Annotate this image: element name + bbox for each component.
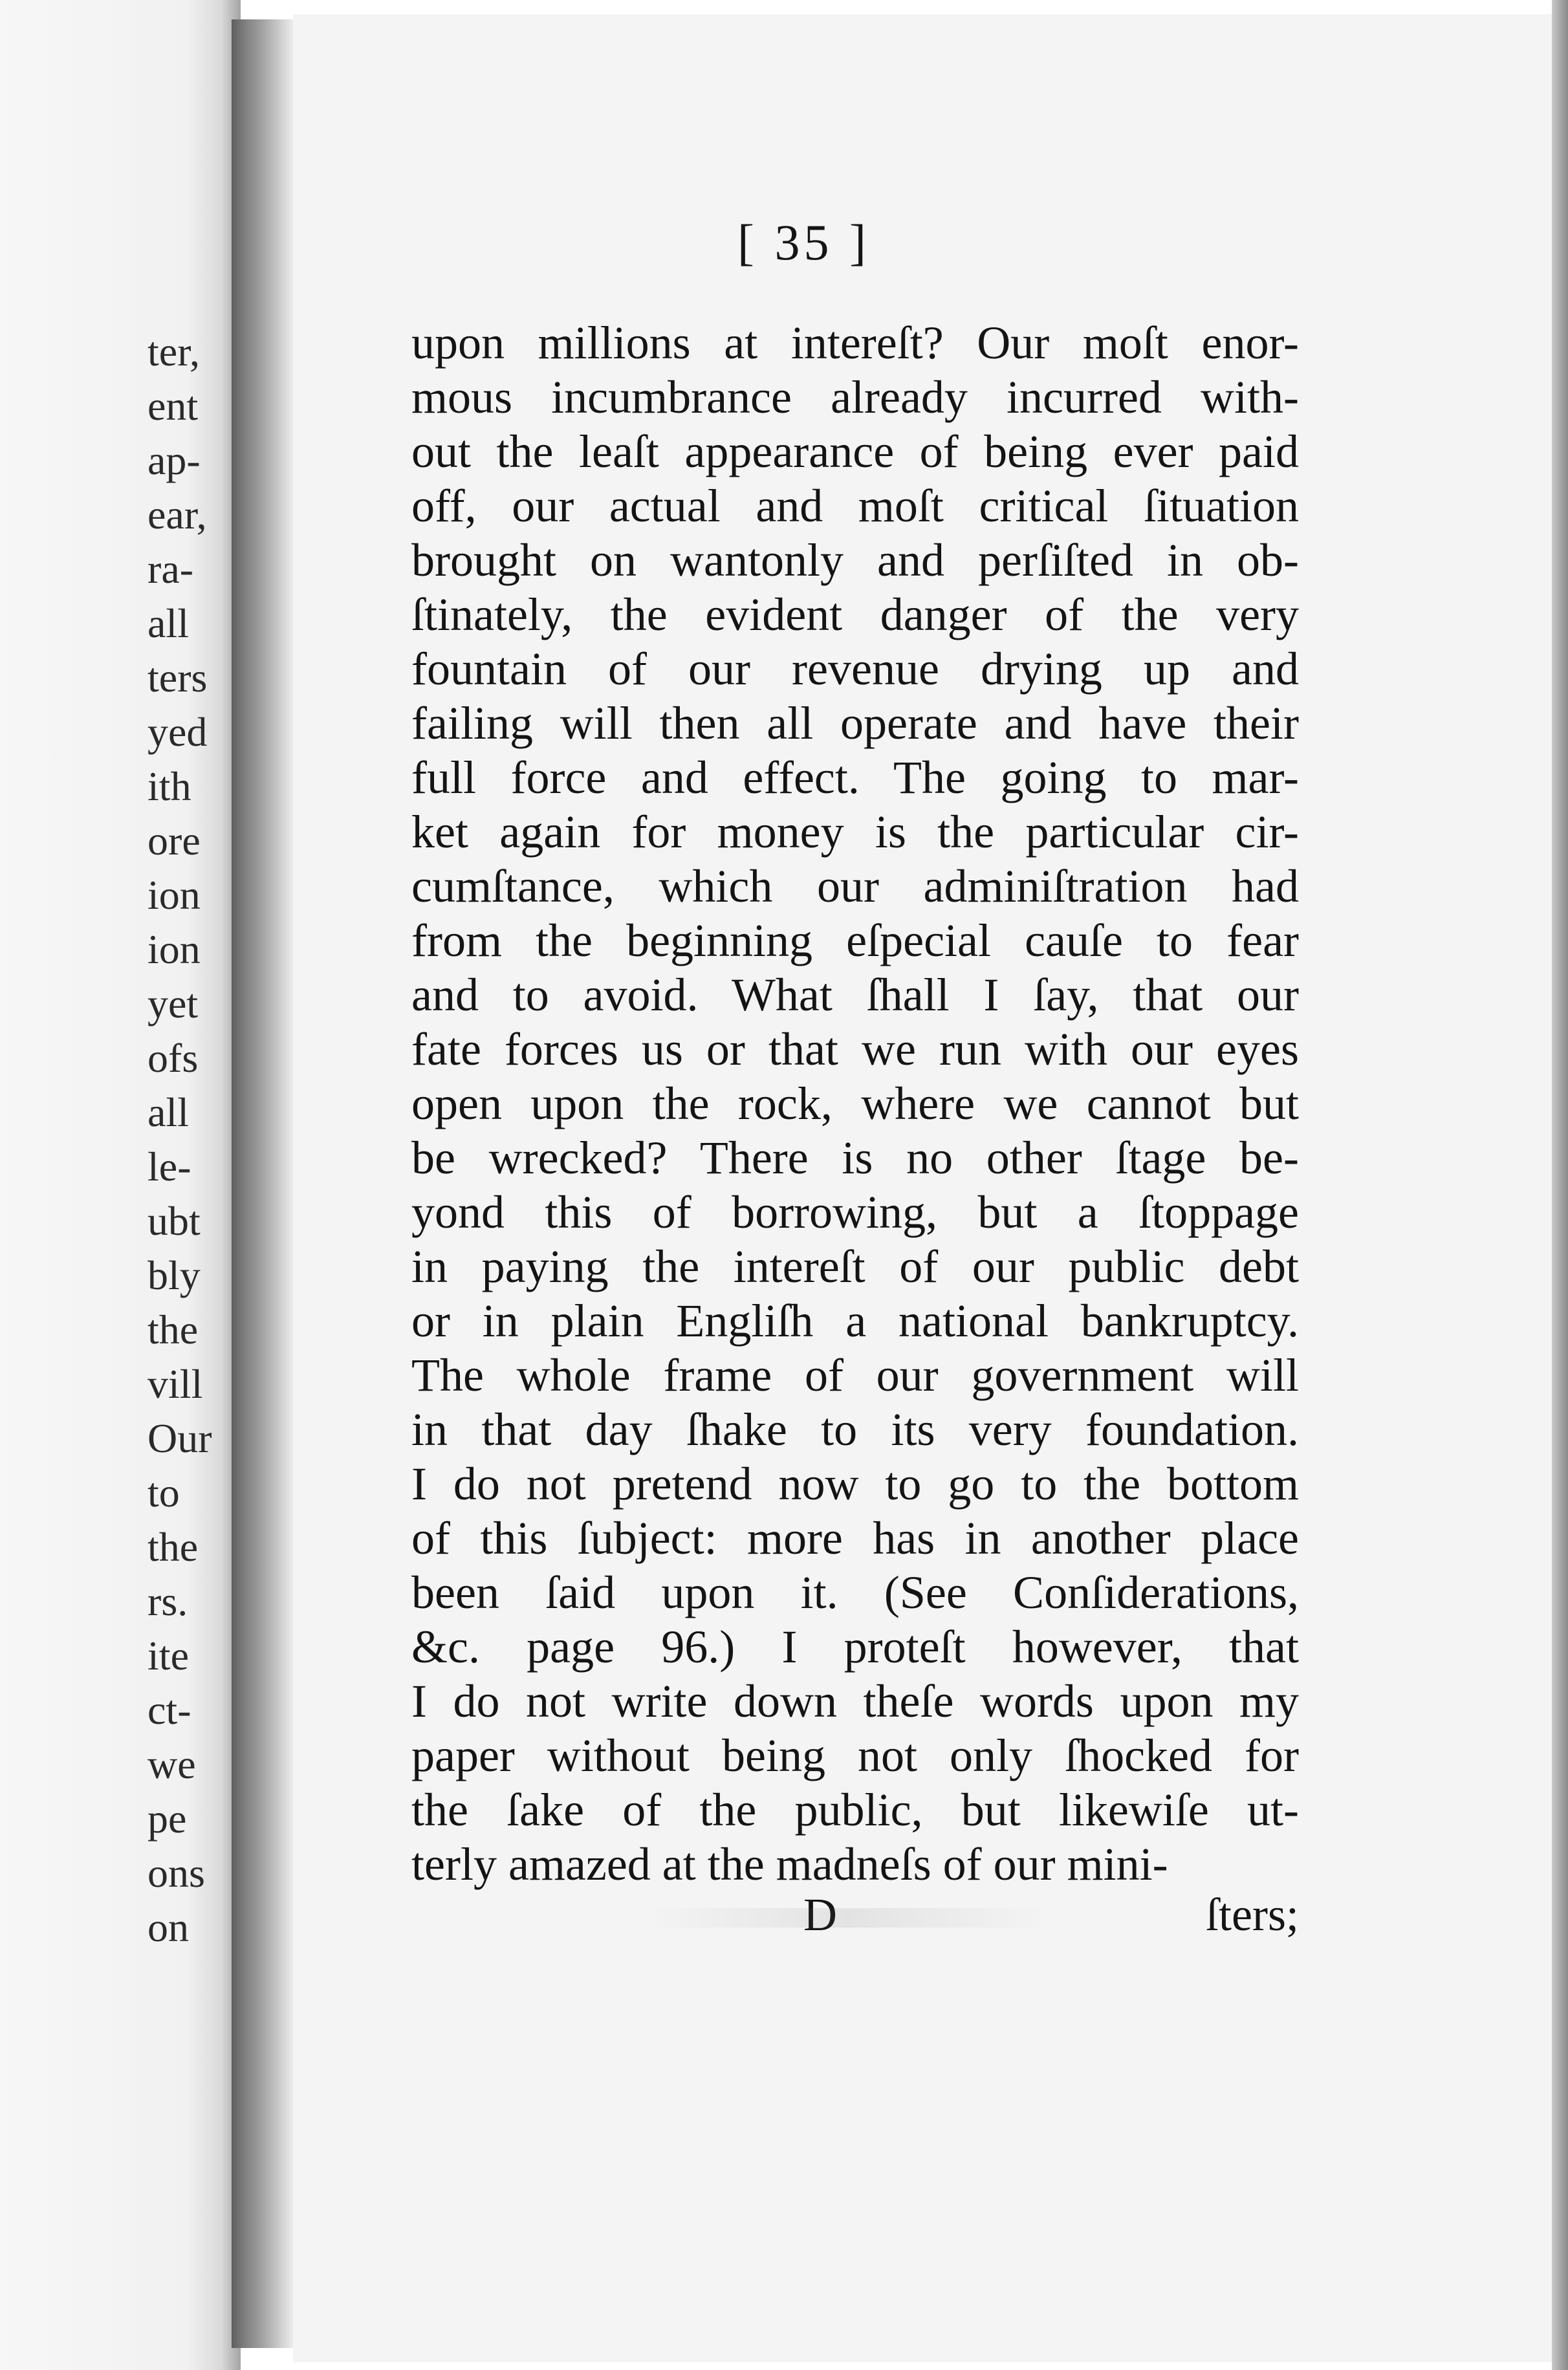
body-line: brought on wantonly and perſiſted in ob- bbox=[411, 534, 1299, 586]
body-line: paper without being not only ſhocked for bbox=[411, 1730, 1299, 1781]
body-line: &c. page 96.) I proteſt however, that bbox=[411, 1621, 1299, 1673]
body-line: failing will then all operate and have their bbox=[411, 697, 1299, 749]
catchword: ſters; bbox=[1206, 1889, 1299, 1941]
body-line: off, our actual and moſt critical ſituation bbox=[411, 480, 1299, 532]
body-line: or in plain Engliſh a national bankruptcy. bbox=[411, 1295, 1299, 1347]
body-line: I do not pretend now to go to the bottom bbox=[411, 1458, 1299, 1510]
body-line: The whole frame of our government will bbox=[411, 1349, 1299, 1401]
body-line: in that day ſhake to its very foundation. bbox=[411, 1404, 1299, 1455]
right-page-edge bbox=[1552, 0, 1568, 2370]
body-line: the ſake of the public, but likewiſe ut- bbox=[411, 1784, 1299, 1836]
body-line: fountain of our revenue drying up and bbox=[411, 643, 1299, 695]
body-line: from the beginning eſpecial cauſe to fear bbox=[411, 915, 1299, 966]
body-line: of this ſubject: more has in another place bbox=[411, 1512, 1299, 1564]
body-line: terly amazed at the madneſs of our mini- bbox=[411, 1838, 1168, 1890]
left-page-text-fragments: ter, ent ap- ear, ra- all ters yed ith ore ion ion yet ofs all le- ubt bly the vill Our to the rs. ite ct- we pe ons on bbox=[147, 329, 212, 1950]
left-page bbox=[0, 0, 241, 2370]
body-line: fate forces us or that we run with our eyes bbox=[411, 1023, 1299, 1075]
body-line: be wrecked? There is no other ſtage be- bbox=[411, 1132, 1299, 1184]
body-line: full force and effect. The going to mar- bbox=[411, 752, 1299, 803]
body-line: been ſaid upon it. (See Conſiderations, bbox=[411, 1567, 1299, 1618]
body-line: upon millions at intereſt? Our moſt enor- bbox=[411, 317, 1299, 369]
body-text bbox=[411, 316, 1299, 1891]
body-line: yond this of borrowing, but a ſtoppage bbox=[411, 1186, 1299, 1238]
body-line: mous incumbrance already incurred with- bbox=[411, 371, 1299, 423]
body-line: in paying the intereſt of our public debt bbox=[411, 1241, 1299, 1292]
body-line: I do not write down theſe words upon my bbox=[411, 1675, 1299, 1727]
signature-mark: D bbox=[803, 1889, 837, 1941]
ink-bleed-through bbox=[647, 1908, 1048, 1928]
body-line: out the leaſt appearance of being ever paid bbox=[411, 426, 1299, 477]
page-header: [ 35 ] bbox=[737, 214, 870, 270]
body-line: ſtinately, the evident danger of the very bbox=[411, 589, 1299, 640]
body-line: open upon the rock, where we cannot but bbox=[411, 1078, 1299, 1129]
body-line: cumſtance, which our adminiſtration had bbox=[411, 860, 1299, 912]
book-gutter-shadow bbox=[232, 19, 293, 2348]
body-line: ket again for money is the particular cir- bbox=[411, 806, 1299, 858]
body-line: and to avoid. What ſhall I ſay, that our bbox=[411, 969, 1299, 1021]
